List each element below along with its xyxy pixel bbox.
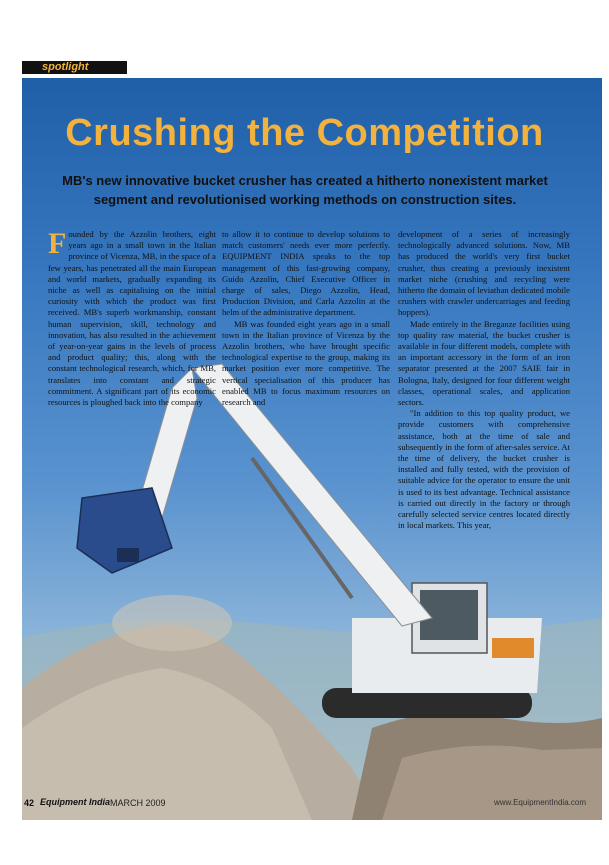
website-url[interactable]: www.EquipmentIndia.com bbox=[493, 798, 586, 807]
paragraph: development of a series of increasingly technologically advanced solutions. Now, MB has produced the world's very first bucket crusher, thus creating a previously inexistent market niche (crushing and recycling were hitherto the domain of leviathan dedicated mobile crushers with crawler undercarriages and feeding hoppers). bbox=[398, 229, 570, 318]
page-footer bbox=[24, 797, 586, 811]
article-subtitle: MB's new innovative bucket crusher has created a hitherto nonexistent market segment and revolutionised working methods on construction sites. bbox=[62, 173, 548, 207]
text-column-1 bbox=[48, 229, 216, 408]
publication-name: Equipment India bbox=[40, 797, 111, 807]
section-label: spotlight bbox=[22, 61, 127, 74]
page-number: 42 bbox=[24, 798, 35, 808]
text-column-2 bbox=[222, 229, 390, 408]
article-title: Crushing the Competition bbox=[65, 112, 544, 154]
drop-cap: F bbox=[48, 227, 67, 260]
paragraph: MB was founded eight years ago in a small town in the Italian province of Vicenza by the Azzolin brothers, who have brought specific technological expertise to the group, making its market position ever more competitive. The vertical specialisation of this producer has enabled MB to focus maximum resources on research and bbox=[222, 318, 390, 408]
paragraph: Made entirely in the Breganze facilities using top quality raw material, the bucket crusher is available in four different models, complete with an important accessory in the form of an iron separator presented at the 2007 SAIE fair in Bologna, Italy, designed for four different weight classes, operational scales, and application sectors. bbox=[398, 318, 570, 408]
text-column-3 bbox=[398, 229, 570, 531]
issue-date: MARCH 2009 bbox=[110, 798, 166, 808]
paragraph: ounded by the Azzolin brothers, eight years ago in a small town in the Italian province of Vicenza, MB, in the space of a few years, has penetrated all the main European and world markets, gradually expanding its niche as well as capitalising on the initial curiosity with which the product was first received. MB's superb workmanship, constant human supervision, skill, technology and innovation, has also resulted in the achievement of year-on-year gains in the levels of process and product quality; this, along with the constant technological research, which, for MB, translates into constant and strategic commitment. A significant part of its economic resources is ploughed back into the company bbox=[48, 229, 216, 408]
paragraph: to allow it to continue to develop solutions to match customers' needs ever more perfectly. EQUIPMENT INDIA speaks to the top management of this fast-growing company, Guido Azzolin, Chief Executive Officer in charge of sales, Diego Azzolin, Head, Production Division, and Carla Azzolin at the helm of the administrative department. bbox=[222, 229, 390, 318]
paragraph: "In addition to this top quality product, we provide customers with comprehensive assistance, both at the time of sale and subsequently in the form of after-sales service. At the time of delivery, the bucket crusher is installed and fully tested, with the provision of suitable advice for the operator to ensure the unit is used to its best advantage. Technical assistance is carried out directly in the factory or through carefully selected service centres located directly in local markets. This year, bbox=[398, 408, 570, 531]
